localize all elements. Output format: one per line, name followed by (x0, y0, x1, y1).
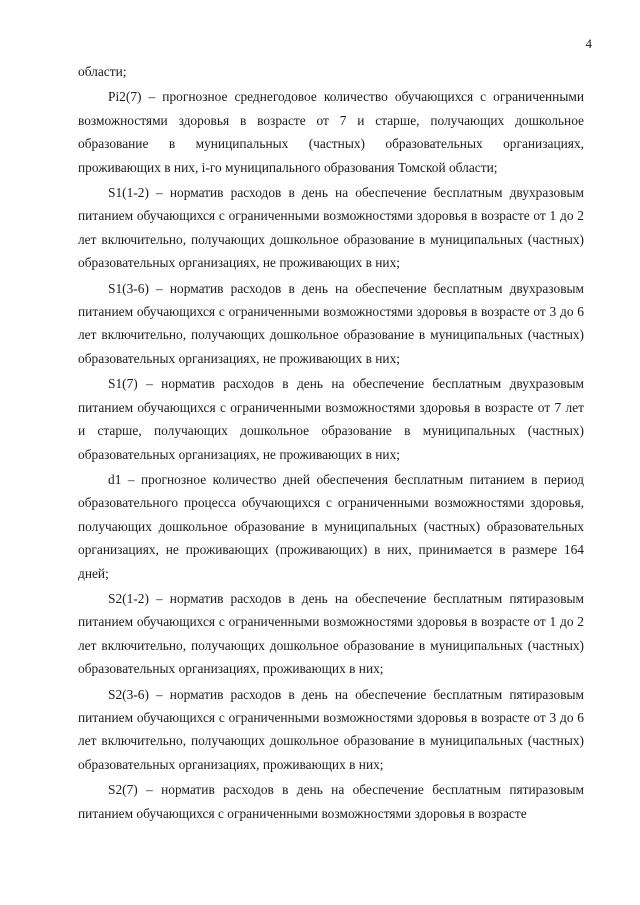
paragraph-text: S1(7) – норматив расходов в день на обеспечение бесплатным двухразовым питанием обучающихся с ограниченными возможностями здоровья в возрасте от 7 лет и старше, получающих дошкольное образование в муниципальных (частных) образовательных организациях, не проживающих в них; (78, 376, 584, 462)
paragraph-s2-3-6 (78, 683, 584, 777)
paragraph-s1-7 (78, 372, 584, 466)
paragraph-text: S1(3-6) – норматив расходов в день на обеспечение бесплатным двухразовым питанием обучающихся с ограниченными возможностями здоровья в возрасте от 3 до 6 лет включительно, получающих дошкольное образование в муниципальных (частных) образовательных организациях, не проживающих в них; (78, 280, 584, 366)
page-number: 4 (585, 36, 592, 51)
paragraph-text: S1(1-2) – норматив расходов в день на обеспечение бесплатным двухразовым питанием обучающихся с ограниченными возможностями здоровья в возрасте от 1 до 2 лет включительно, получающих дошкольное образование в муниципальных (частных) образовательных организациях, не проживающих в них; (78, 185, 584, 271)
paragraph-s1-1-2 (78, 181, 584, 275)
paragraph-text: S2(1-2) – норматив расходов в день на обеспечение бесплатным пятиразовым питанием обучающихся с ограниченными возможностями здоровья в возрасте от 1 до 2 лет включительно, получающих дошкольное образование в муниципальных (частных) образовательных организациях, проживающих в них; (78, 590, 584, 677)
paragraph-s2-1-2 (78, 587, 584, 681)
document-body (78, 60, 584, 827)
paragraph-continuation: области; (78, 64, 127, 79)
paragraph-s2-7 (78, 778, 584, 825)
paragraph-text: S2(7) – норматив расходов в день на обеспечение бесплатным пятиразовым питанием обучающихся с ограниченными возможностями здоровья в возрасте (78, 782, 584, 821)
paragraph-pi2-7 (78, 85, 584, 179)
paragraph-text: d1 – прогнозное количество дней обеспечения бесплатным питанием в период образовательного процесса обучающихся с ограниченными возможностями здоровья, получающих дошкольное образование в муниципальных (частных) образовательных организациях, не проживающих (проживающих) в них, принимается в размере 164 дней; (78, 471, 584, 581)
paragraph-d1 (78, 468, 584, 585)
paragraph-text: S2(3-6) – норматив расходов в день на обеспечение бесплатным пятиразовым питанием обучающихся с ограниченными возможностями здоровья в возрасте от 3 до 6 лет включительно, получающих дошкольное образование в муниципальных (частных) образовательных организациях, проживающих в них; (78, 686, 584, 772)
paragraph-s1-3-6 (78, 277, 584, 371)
paragraph-text: Pi2(7) – прогнозное среднегодовое количество обучающихся с ограниченными возможностями здоровья в возрасте от 7 и старше, получающих дошкольное образование в муниципальных (частных) образовательных организациях, проживающих в них, i-го муниципального образования Томской области; (78, 89, 584, 175)
